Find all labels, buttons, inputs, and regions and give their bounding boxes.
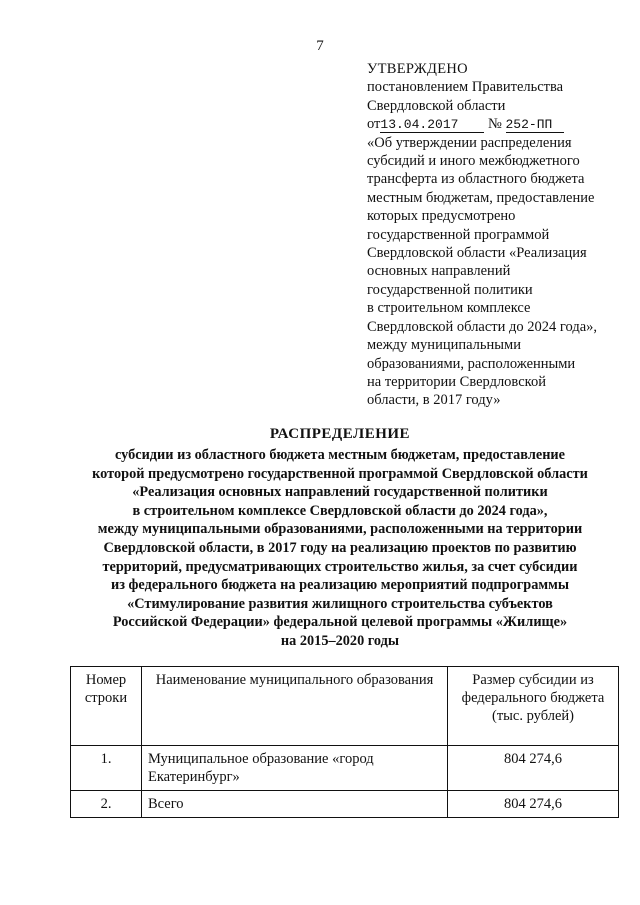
resolution-line: между муниципальными [367, 337, 521, 354]
number-value: 252-ПП [506, 117, 564, 133]
number-prefix: № [488, 116, 502, 133]
resolution-line: основных направлений [367, 263, 511, 280]
resolution-line: Свердловской области до 2024 года», [367, 318, 598, 335]
row-municipality: Муниципальное образование «город Екатеринбург» [142, 746, 448, 791]
table-header-row [71, 667, 619, 746]
resolution-line: государственной политики [367, 281, 533, 298]
description-line: которой предусмотрено государственной программой Свердловской области [92, 465, 588, 482]
resolution-line: образованиями, расположенными [367, 355, 576, 372]
table-row [71, 746, 619, 791]
date-value: 13.04.2017 [380, 117, 484, 133]
table-row [71, 791, 619, 818]
resolution-line: которых предусмотрено [367, 208, 516, 225]
row-amount: 804 274,6 [448, 746, 619, 791]
approval-heading: УТВЕРЖДЕНО [367, 61, 468, 77]
date-prefix: от [367, 116, 381, 133]
description-line: территорий, предусматривающих строительство жилья, за счет субсидии [102, 558, 578, 575]
row-number: 2. [71, 791, 142, 818]
resolution-line: на территории Свердловской [367, 373, 546, 390]
row-amount: 804 274,6 [448, 791, 619, 818]
resolution-line: субсидий и иного межбюджетного [367, 153, 580, 170]
row-municipality: Всего [142, 791, 448, 818]
approval-date-line [367, 115, 629, 133]
description-line: на 2015–2020 годы [280, 632, 400, 649]
resolution-line: государственной программой [367, 226, 550, 243]
description-line: Свердловской области, в 2017 году на реализацию проектов по развитию [103, 539, 577, 556]
description-line: «Стимулирование развития жилищного строительства субъектов [127, 595, 553, 612]
resolution-line: в строительном комплексе [367, 300, 531, 317]
header-subsidy-amount: Размер субсидии из федерального бюджета (тыс. рублей) [448, 667, 619, 746]
description-line: «Реализация основных направлений государственной политики [132, 484, 548, 501]
resolution-line: местным бюджетам, предоставление [367, 189, 595, 206]
description-line: из федерального бюджета на реализацию мероприятий подпрограммы [110, 577, 570, 594]
row-number: 1. [71, 746, 142, 791]
approval-line-2: Свердловской области [367, 97, 506, 114]
resolution-line: трансферта из областного бюджета [367, 171, 585, 188]
approval-block [367, 60, 629, 410]
document-description [60, 446, 620, 651]
description-line: субсидии из областного бюджета местным бюджетам, предоставление [114, 447, 566, 463]
resolution-line: «Об утверждении распределения [367, 134, 572, 151]
description-line: Российской Федерации» федеральной целевой программы «Жилище» [112, 614, 568, 631]
description-line: между муниципальными образованиями, расположенными на территории [97, 521, 583, 538]
document-title: РАСПРЕДЕЛЕНИЕ [269, 426, 411, 442]
resolution-line: области, в 2017 году» [367, 392, 501, 409]
header-municipality: Наименование муниципального образования [142, 667, 448, 746]
distribution-table [70, 666, 619, 818]
description-line: в строительном комплексе Свердловской области до 2024 года», [132, 502, 548, 519]
header-row-number: Номер строки [71, 667, 142, 746]
page-number: 7 [316, 38, 324, 54]
resolution-line: Свердловской области «Реализация [367, 245, 587, 262]
approval-line-1: постановлением Правительства [367, 79, 564, 96]
